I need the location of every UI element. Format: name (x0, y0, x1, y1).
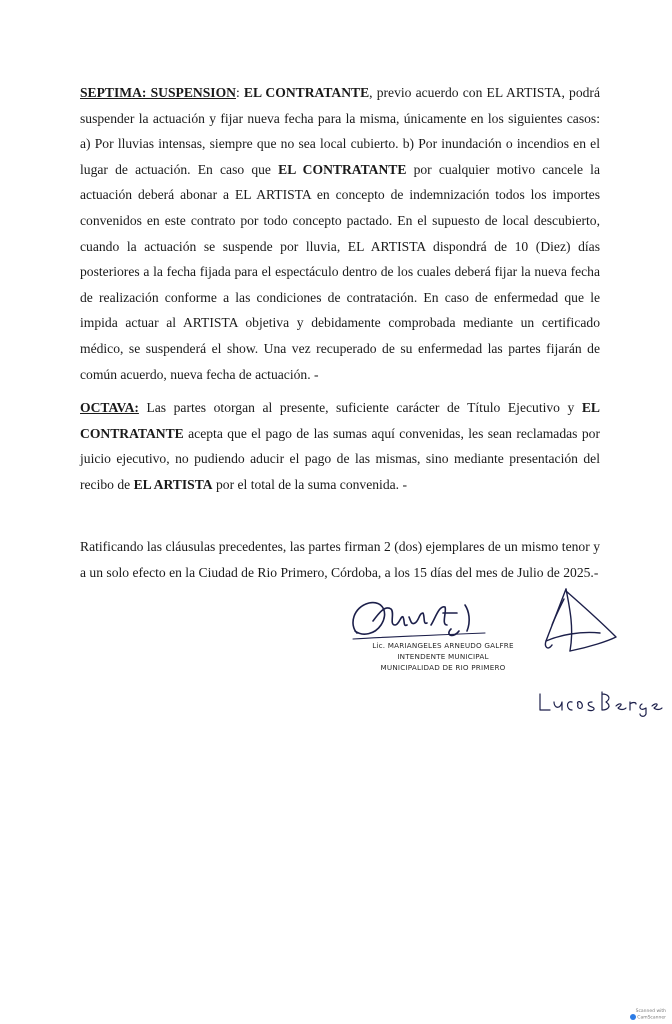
party-artista: EL ARTISTA (133, 476, 213, 492)
stamp-title: INTENDENTE MUNICIPAL (397, 652, 489, 661)
clause-octava-text-2: acepta que el pago de las sumas aquí convenidas, les sean reclamadas por juicio ejecutivo, no pudiendo aducir el pago de las mismas, sino mediante presentación del recibo de (80, 425, 600, 492)
scanner-badge-line2 (630, 1014, 666, 1021)
official-stamp (358, 640, 528, 673)
closing-paragraph: Ratificando las cláusulas precedentes, las partes firman 2 (dos) ejemplares de un mismo tenor y a un solo efecto en la Ciudad de Rio Primero, Córdoba, a los 15 días del mes de Julio de 2025.- (80, 539, 600, 580)
clause-septima-text-2: por cualquier motivo cancele la actuación deberá abonar a EL ARTISTA en concepto de indemnización todos los importes convenidos en este contrato por todo concepto pactado. En el supuesto de local descubierto, cuando la actuación se suspende por lluvia, EL ARTISTA dispondrá de 10 (Diez) días posteriores a la fecha fijada para el espectáculo dentro de los cuales deberá fijar la nueva fecha de realización conforme a las condiciones de contratación. En caso de enfermedad que le impida actuar al ARTISTA objetiva y debidamente comprobada mediante un certificado médico, se suspenderá el show. Una vez recuperado de su enfermedad las partes fijarán de común acuerdo, nueva fecha de actuación. - (80, 161, 600, 382)
clause-octava (80, 395, 600, 497)
party-contratante: EL CONTRATANTE (278, 161, 407, 177)
scanner-badge-brand: CamScanner (637, 1015, 666, 1020)
clause-octava-title: OCTAVA: (80, 400, 139, 415)
clause-septima-text-1: , previo acuerdo con EL ARTISTA, podrá suspender la actuación y fijar nueva fecha para la misma, únicamente en los siguientes casos: a) Por lluvias intensas, siempre que no sea local cubierto. b) Por inundación o incendios en el lugar de actuación. En caso que (80, 85, 600, 177)
signature-artista (530, 585, 640, 665)
clause-octava-text-3: por el total de la suma convenida. - (212, 476, 407, 492)
party-contratante: EL CONTRATANTE (243, 85, 370, 100)
party-contratante: EL CONTRATANTE (80, 400, 600, 441)
clause-septima-sep: : (235, 85, 244, 100)
scanner-badge-line1: Scanned with (635, 1008, 666, 1014)
clause-septima (80, 80, 600, 387)
signature-artista-name (536, 688, 666, 718)
camscanner-logo-icon (630, 1014, 636, 1020)
scanner-watermark (630, 1009, 666, 1021)
stamp-institution: MUNICIPALIDAD DE RIO PRIMERO (380, 663, 506, 672)
clause-septima-title: SEPTIMA: SUSPENSION (80, 85, 236, 100)
stamp-name: Lic. MARIANGELES ARNEUDO GALFRE (372, 641, 514, 650)
clause-octava-text-1: Las partes otorgan al presente, suficiente carácter de Título Ejecutivo y (138, 400, 582, 415)
